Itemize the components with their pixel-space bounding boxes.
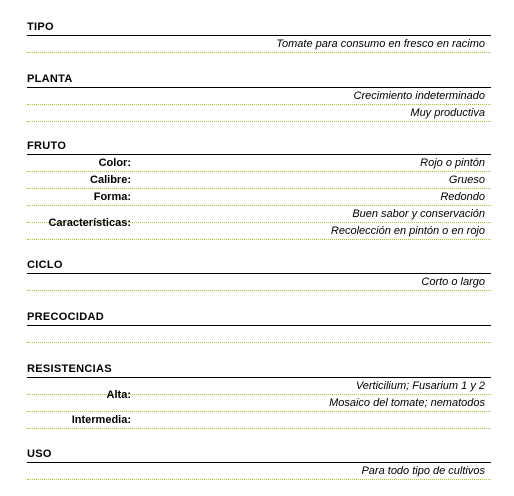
fruto-caracteristicas-label: Características: [48, 217, 131, 229]
resistencias-alta-value-2: Mosaico del tomate; nematodos [329, 397, 485, 409]
fruto-color-value: Rojo o pintón [420, 157, 485, 169]
uso-row [27, 463, 491, 480]
resistencias-intermedia-row [27, 412, 491, 429]
resistencias-alta-label: Alta: [106, 389, 131, 401]
resistencias-intermedia-label: Intermedia: [71, 414, 131, 426]
uso-value: Para todo tipo de cultivos [361, 465, 485, 477]
tipo-row [27, 36, 491, 53]
fruto-calibre-value: Grueso [448, 174, 485, 186]
fruto-calibre-label: Calibre: [90, 174, 131, 186]
fruto-forma-value: Redondo [440, 191, 485, 203]
fruto-caracteristicas-row-1 [27, 206, 491, 229]
ciclo-value: Corto o largo [421, 276, 485, 288]
planta-row-2 [27, 105, 491, 122]
section-header-fruto: FRUTO [27, 138, 491, 155]
fruto-forma-label: Forma: [93, 191, 131, 203]
resistencias-alta-value-1: Verticilium; Fusarium 1 y 2 [355, 380, 485, 392]
planta-row-1 [27, 88, 491, 105]
section-header-tipo: TIPO [27, 19, 491, 36]
fruto-caracteristicas-value-2: Recolección en pintón o en rojo [330, 225, 485, 237]
section-header-resistencias: RESISTENCIAS [27, 361, 491, 378]
fruto-caracteristicas-value-1: Buen sabor y conservación [352, 208, 485, 220]
section-header-uso: USO [27, 446, 491, 463]
section-header-planta: PLANTA [27, 71, 491, 88]
fruto-forma-row [27, 189, 491, 206]
ciclo-row [27, 274, 491, 291]
section-header-precocidad: PRECOCIDAD [27, 309, 491, 326]
fruto-color-label: Color: [98, 157, 131, 169]
tipo-value: Tomate para consumo en fresco en racimo [276, 38, 485, 50]
fruto-calibre-row [27, 172, 491, 189]
fruto-caracteristicas-row-2 [27, 223, 491, 240]
precocidad-row [27, 326, 491, 343]
section-header-ciclo: CICLO [27, 257, 491, 274]
planta-value-2: Muy productiva [410, 107, 485, 119]
planta-value-1: Crecimiento indeterminado [353, 90, 485, 102]
resistencias-alta-row-2 [27, 395, 491, 412]
fruto-color-row [27, 155, 491, 172]
resistencias-alta-row-1 [27, 378, 491, 401]
